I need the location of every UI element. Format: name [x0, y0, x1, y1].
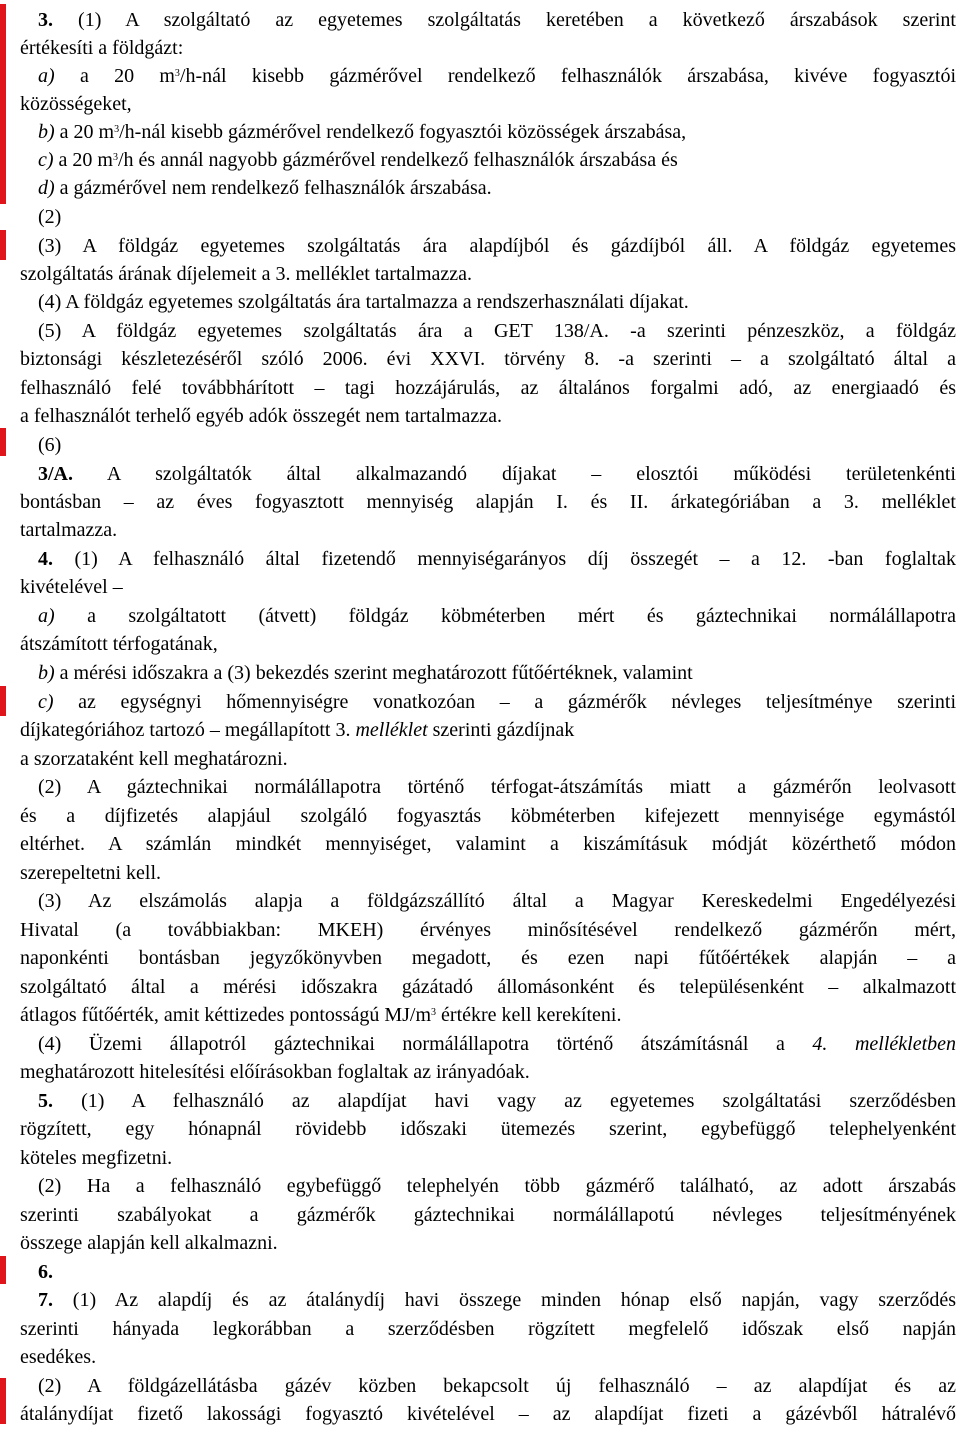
text-run: naponkénti bontásban jegyzőkönyvben megadott, és ezen napi fűtőértékek alapján – a: [20, 947, 956, 969]
text-run: kivételével –: [20, 576, 123, 598]
text-run: /h-nál kisebb gázmérővel rendelkező felhasználók árszabása, kivéve fogyasztói: [179, 65, 956, 87]
change-bar: [0, 686, 6, 716]
text-line: [20, 916, 956, 944]
text-line: [20, 716, 956, 744]
text-run: 7.: [38, 1289, 53, 1311]
text-run: szerinti szabályokat a gázmérők gáztechnikai normálállapotú névleges teljesítményének: [20, 1204, 956, 1226]
text-run: és a díjfizetés alapjául szolgáló fogyasztás köbméterben kifejezett mennyisége egymástól: [20, 805, 956, 827]
text-run: átszámított térfogatának,: [20, 633, 218, 655]
text-line: [38, 659, 956, 687]
text-run: (4) A földgáz egyetemes szolgáltatás ára tartalmazza a rendszerhasználati díjakat.: [38, 291, 689, 313]
text-run: biztonsági készletezéséről szóló 2006. évi XXVI. törvény 8. -a szerinti – a szolgáltató által a: [20, 348, 956, 370]
text-run: a szolgáltatott (átvett) földgáz köbméterben mért és gáztechnikai normálállapotra: [54, 605, 956, 627]
text-run: 3: [174, 68, 180, 79]
text-line: [20, 745, 956, 773]
text-run: szerepeltetni kell.: [20, 862, 162, 884]
text-line: [38, 887, 956, 915]
text-run: 6.: [38, 1261, 53, 1283]
text-run: b): [38, 662, 55, 684]
text-run: a gázmérővel nem rendelkező felhasználók árszabása.: [54, 177, 492, 199]
text-line: [20, 573, 956, 601]
text-line: [20, 1144, 956, 1172]
text-run: d): [38, 177, 55, 199]
text-line: [38, 688, 956, 716]
text-run: eltérhet. A számlán mindkét mennyiséget, valamint a kiszámításuk módját közérthető módon: [20, 833, 956, 855]
text-line: [38, 1030, 956, 1058]
text-run: értékesíti a földgázt:: [20, 37, 184, 59]
text-run: 4. mellékletben: [812, 1033, 957, 1055]
text-line: [20, 630, 956, 658]
text-line: [38, 317, 956, 345]
text-run: szolgáltató által a mérési időszakra gázátadó állomásonként és településenként – alkalmazott: [20, 976, 956, 998]
text-run: bontásban – az éves fogyasztott mennyiség alapján I. és II. árkategóriában a 3. melléklet: [20, 491, 956, 513]
text-run: köteles megfizetni.: [20, 1147, 173, 1169]
change-bar: [0, 230, 6, 260]
text-run: a 20 m: [54, 121, 115, 143]
text-line: [20, 1400, 956, 1428]
text-run: (1) A felhasználó által fizetendő mennyiségarányos díj összegét – a 12. -ban foglaltak: [53, 548, 956, 570]
text-run: a mérési időszakra a (3) bekezdés szerint meghatározott fűtőértéknek, valamint: [54, 662, 693, 684]
text-line: [38, 1286, 956, 1314]
text-line: [20, 1001, 956, 1029]
text-run: (3) A földgáz egyetemes szolgáltatás ára alapdíjból és gázdíjból áll. A földgáz egyetemes: [38, 235, 956, 257]
text-line: [38, 460, 956, 488]
change-bar: [0, 428, 6, 456]
text-run: 5.: [38, 1090, 53, 1112]
text-run: felhasználó felé továbbhárított – tagi hozzájárulás, az általános forgalmi adó, az energiaadó és: [20, 377, 956, 399]
text-run: a felhasználót terhelő egyéb adók összegét nem tartalmazza.: [20, 405, 502, 427]
change-bar: [0, 1378, 6, 1424]
text-line: [38, 6, 956, 34]
text-run: szerinti gázdíjnak: [427, 719, 575, 741]
text-line: [20, 516, 956, 544]
text-run: esedékes.: [20, 1346, 97, 1368]
text-line: [38, 118, 956, 146]
text-line: [20, 1201, 956, 1229]
text-line: [20, 260, 956, 288]
text-run: (1) Az alapdíj és az átalánydíj havi összege minden hónap első napján, vagy szerződés: [53, 1289, 956, 1311]
text-run: (1) A felhasználó az alapdíjat havi vagy az egyetemes szolgáltatási szerződésben: [53, 1090, 956, 1112]
text-run: rögzített, egy hónapnál rövidebb időszaki ütemezés szerint, egybefüggő telephelyenként: [20, 1118, 956, 1140]
text-line: [20, 1315, 956, 1343]
text-line: [38, 174, 956, 202]
text-run: 3: [431, 1007, 437, 1018]
text-line: [38, 545, 956, 573]
text-run: (2) Ha a felhasználó egybefüggő telephelyén több gázmérő található, az adott árszabás: [38, 1175, 956, 1197]
text-line: [20, 802, 956, 830]
text-run: díjkategóriához tartozó – megállapított 3.: [20, 719, 356, 741]
text-run: b): [38, 121, 55, 143]
text-line: [38, 203, 956, 231]
text-run: (6): [38, 434, 62, 456]
text-run: (2): [38, 206, 62, 228]
text-line: [20, 1115, 956, 1143]
text-run: 3/A.: [38, 463, 73, 485]
text-run: /h-nál kisebb gázmérővel rendelkező fogyasztói közösségek árszabása,: [119, 121, 687, 143]
text-line: [38, 288, 956, 316]
text-line: [20, 859, 956, 887]
text-run: (2) A földgázellátásba gázév közben bekapcsolt új felhasználó – az alapdíjat és az: [38, 1375, 956, 1397]
text-line: [20, 374, 956, 402]
text-line: [38, 62, 956, 90]
text-line: [20, 830, 956, 858]
text-line: [20, 402, 956, 430]
text-line: [20, 488, 956, 516]
text-run: szolgáltatás árának díjelemeit a 3. melléklet tartalmazza.: [20, 263, 473, 285]
text-run: a): [38, 605, 55, 627]
text-run: az egységnyi hőmennyiségre vonatkozóan – a gázmérők névleges teljesítménye szerinti: [53, 691, 956, 713]
text-run: [53, 9, 78, 31]
text-run: c): [38, 691, 54, 713]
text-run: (1) A szolgáltató az egyetemes szolgáltatás keretében a következő árszabások szerint: [78, 9, 956, 31]
text-run: Hivatal (a továbbiakban: MKEH) érvényes minősítésével rendelkező gázmérőn mért,: [20, 919, 956, 941]
text-run: meghatározott hitelesítési előírásokban foglaltak az irányadóak.: [20, 1061, 530, 1083]
text-line: [20, 944, 956, 972]
text-run: 4.: [38, 548, 53, 570]
text-line: [20, 345, 956, 373]
text-line: [38, 1172, 956, 1200]
change-bar: [0, 1256, 6, 1284]
text-run: c): [38, 149, 54, 171]
text-run: a szorzataként kell meghatározni.: [20, 748, 288, 770]
text-line: [38, 1372, 956, 1400]
text-run: értékre kell kerekíteni.: [436, 1004, 622, 1026]
text-line: [38, 773, 956, 801]
text-run: tartalmazza.: [20, 519, 118, 541]
text-line: [20, 1343, 956, 1371]
text-run: szerinti hányada legkorábban a szerződésben rögzített megfelelő időszak első napján: [20, 1318, 956, 1340]
text-run: 3: [112, 152, 118, 163]
text-line: [20, 1229, 956, 1257]
text-run: (5) A földgáz egyetemes szolgáltatás ára a GET 138/A. -a szerinti pénzeszköz, a földgáz: [38, 320, 956, 342]
text-run: a 20 m: [53, 149, 113, 171]
text-run: (3) Az elszámolás alapja a földgázszállító által a Magyar Kereskedelmi Engedélyezési: [38, 890, 956, 912]
change-bar: [0, 4, 6, 204]
text-run: a): [38, 65, 55, 87]
text-run: melléklet: [355, 719, 428, 741]
text-run: 3.: [38, 9, 53, 31]
text-run: átlagos fűtőérték, amit kéttizedes pontosságú MJ/m: [20, 1004, 432, 1026]
text-line: [38, 146, 956, 174]
text-run: (4) Üzemi állapotról gáztechnikai normálállapotra történő átszámításnál a: [38, 1033, 813, 1055]
text-run: a 20 m: [54, 65, 175, 87]
text-run: /h és annál nagyobb gázmérővel rendelkező felhasználók árszabása és: [117, 149, 678, 171]
text-run: (2) A gáztechnikai normálállapotra történő térfogat-átszámítás miatt a gázmérőn leolvasott: [38, 776, 956, 798]
text-line: [38, 232, 956, 260]
text-line: [38, 1258, 956, 1286]
text-run: A szolgáltatók által alkalmazandó díjakat – elosztói működési területenkénti: [73, 463, 956, 485]
text-run: átalánydíjat fizető lakossági fogyasztó kivételével – az alapdíjat fizeti a gázévből hátralévő: [20, 1403, 956, 1425]
text-line: [38, 431, 956, 459]
text-run: közösségeket,: [20, 93, 132, 115]
text-run: 3: [114, 124, 120, 135]
text-line: [38, 1087, 956, 1115]
text-line: [20, 973, 956, 1001]
text-line: [20, 1058, 956, 1086]
text-line: [38, 602, 956, 630]
text-line: [20, 90, 956, 118]
text-line: [20, 34, 956, 62]
text-run: összege alapján kell alkalmazni.: [20, 1232, 278, 1254]
